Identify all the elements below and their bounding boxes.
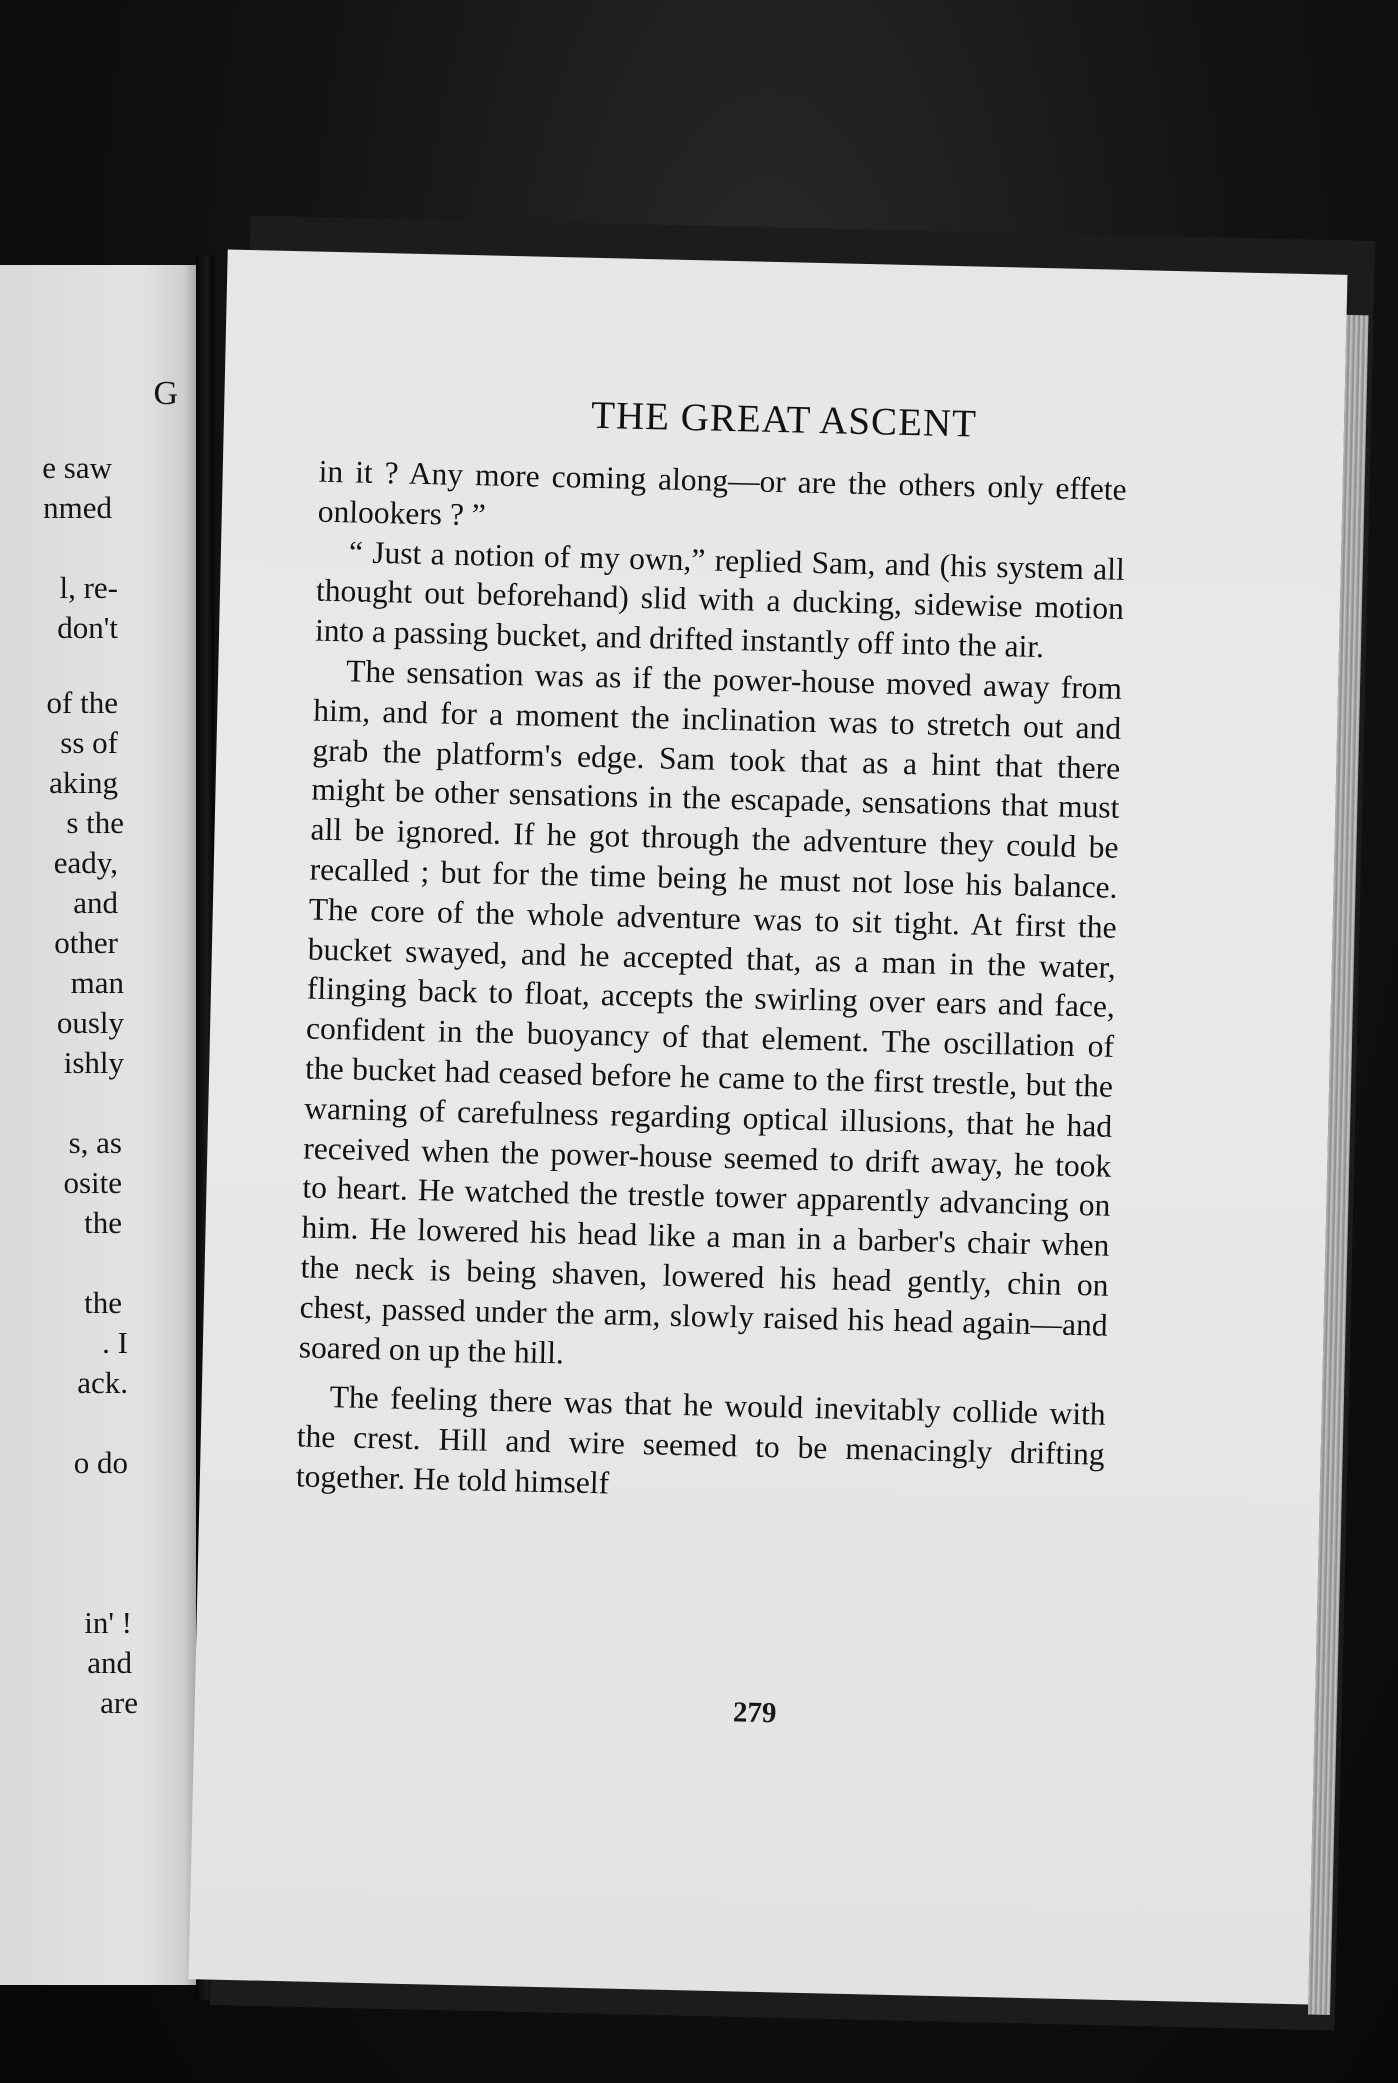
left-page-line: ously	[56, 1005, 124, 1040]
paragraph: The sensation was as if the power-house moved away from him, and for a moment the inclination was to stretch out and grab the platform's edge. Sam took that as a hint that there might be other sensations in the escapade, sensations that must all be ignored. If he got through the adventure they could be recalled ; but for the time being he must not lose his balance. The core of the whole adventure was to sit tight. At first the bucket swayed, and he accepted that, as a man in the water, flinging back to float, accepts the swirling over ears and face, confident in the buoyancy of that element. The oscillation of the bucket had ceased before he came to the first trestle, but the warning of carefulness regarding optical illusions, that he had received when the power-house seemed to drift away, he took to heart. He watched the trestle tower apparently advancing on him. He lowered his head like a man in a barber's chair when the neck is being shaven, lowered his head gently, chin on chest, passed under the arm, slowly raised his head again—and soared on up the hill.	[298, 653, 1123, 1370]
running-head: THE GREAT ASCENT	[590, 393, 978, 446]
left-page-line: in' !	[84, 1605, 132, 1640]
left-page-line: s, as	[68, 1125, 122, 1160]
left-page-line: aking	[49, 765, 118, 800]
left-page-line: ss of	[60, 725, 118, 760]
left-page-line: l, re-	[59, 570, 118, 605]
left-page-line: don't	[57, 610, 118, 645]
left-page-line: the	[84, 1205, 122, 1240]
left-page-line: and	[87, 1645, 132, 1680]
paragraph: “ Just a notion of my own,” replied Sam, and (his system all thought out beforehand) slid with a ducking, sidewise motion into a passing bucket, and drifted instantly off into the air.	[314, 533, 1126, 665]
left-page-line: the	[84, 1285, 122, 1320]
left-page-line: . I	[102, 1325, 128, 1360]
left-page-line: and	[73, 885, 118, 920]
left-page-line: of the	[46, 685, 118, 720]
right-page	[189, 250, 1348, 2005]
body-text	[296, 452, 1127, 1515]
left-page-line: e saw	[42, 450, 112, 485]
paragraph: in it ? Any more coming along—or are the others only effete onlookers ? ”	[317, 453, 1127, 533]
left-page-line: ack.	[77, 1365, 128, 1400]
left-page-line: eady,	[53, 845, 118, 880]
page-number: 279	[732, 1696, 777, 1730]
left-page-line: G	[153, 375, 178, 412]
paragraph: The feeling there was that he would inevitably collide with the crest. Hill and wire seemed to be menacingly drifting together. He told himself	[295, 1379, 1106, 1501]
left-page-line: o do	[73, 1445, 128, 1480]
left-page-line: nmed	[43, 490, 112, 525]
left-page-line: other	[54, 925, 118, 960]
left-page-line: man	[70, 965, 124, 1000]
left-page-line: ishly	[63, 1045, 124, 1080]
left-page-line: s the	[66, 805, 124, 840]
left-page-line: are	[100, 1685, 138, 1720]
left-page	[0, 265, 200, 1985]
left-page-line: osite	[63, 1165, 122, 1200]
